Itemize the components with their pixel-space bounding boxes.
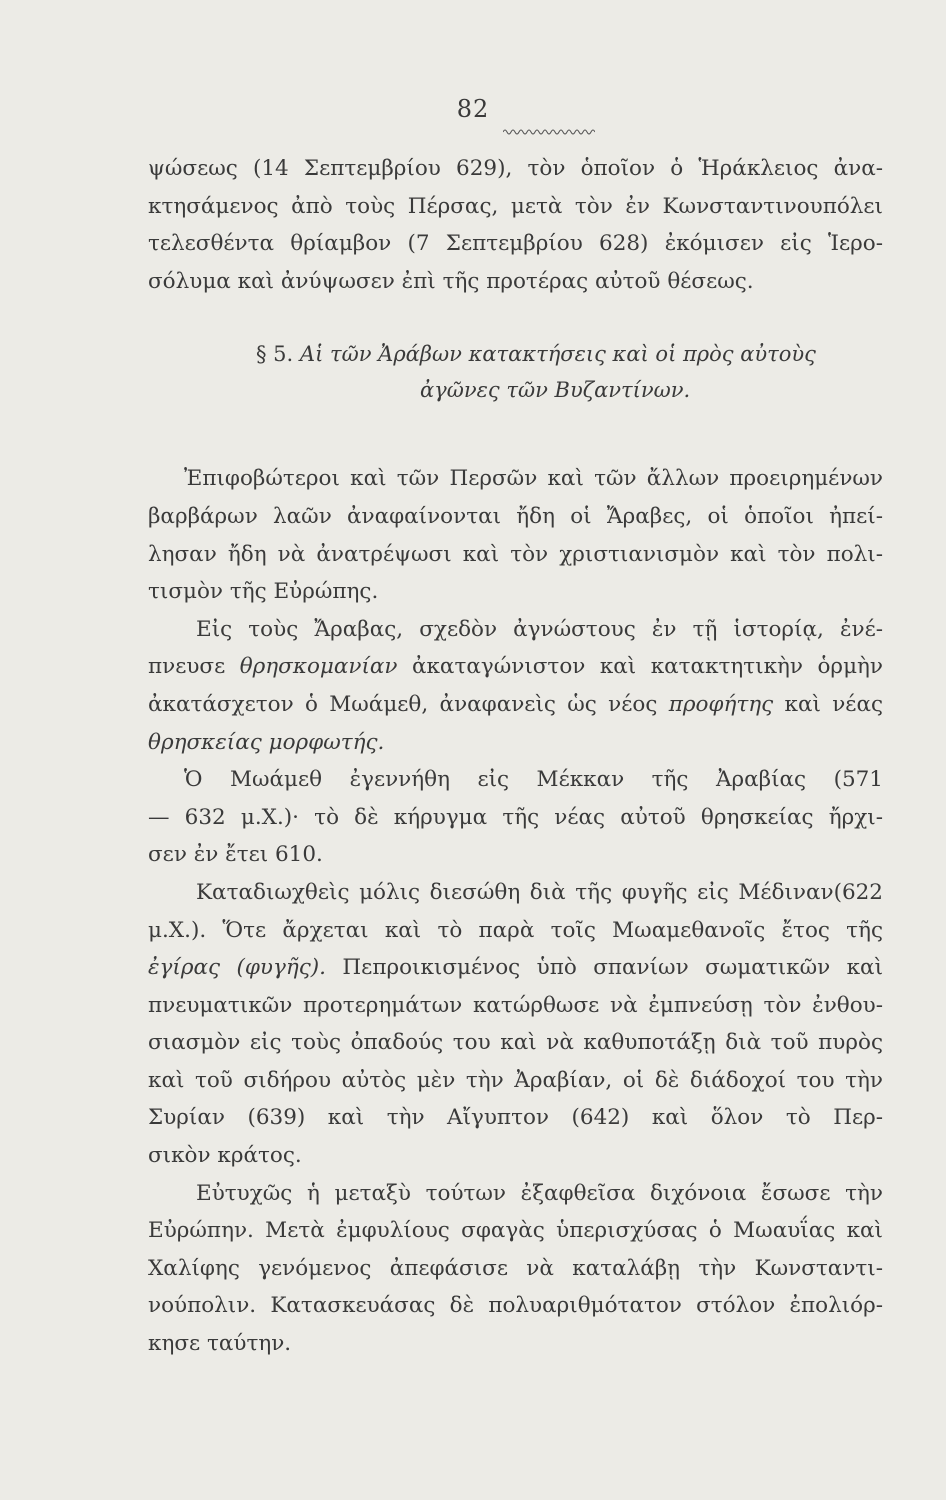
text-line: κτησάμενος ἀπὸ τοὺς Πέρσας, μετὰ τὸν ἐν Κωνσταντινουπόλει: [148, 193, 883, 219]
text-line: Καταδιωχθεὶς μόλις διεσώθη διὰ τῆς φυγῆς εἰς Μέδιναν(622: [196, 879, 883, 905]
ornamental-rule: [503, 128, 595, 136]
text-span: Πεπροικισμένος ὑπὸ σπανίων σωματικῶν καὶ: [325, 955, 884, 981]
text-line: [148, 686, 883, 724]
text-span: πνευσε: [148, 654, 240, 680]
text-span: ἀκαταγώνιστον καὶ κατακτητικὴν ὁρμὴν: [397, 654, 883, 680]
text-line: τισμὸν τῆς Εὐρώπης.: [148, 579, 379, 605]
paragraph: [148, 761, 883, 874]
text-line: ψώσεως (14 Σεπτεμβρίου 629), τὸν ὁποῖον ὁ Ἡράκλειος ἀνα-: [148, 156, 883, 181]
text-line: μ.Χ.). Ὅτε ἄρχεται καὶ τὸ παρὰ τοῖς Μωαμεθανοῖς ἔτος τῆς: [148, 917, 883, 943]
text-line: Εἰς τοὺς Ἄραβας, σχεδὸν ἀγνώστους ἐν τῇ ἱστορίᾳ, ἐνέ-: [196, 616, 883, 642]
page-number: 82: [456, 95, 490, 123]
text-line: [148, 724, 883, 762]
text-line: λησαν ἤδη νὰ ἀνατρέψωσι καὶ τὸν χριστιανισμὸν καὶ τὸν πολι-: [148, 541, 883, 567]
text-line: Χαλίφης γενόμενος ἀπεφάσισε νὰ καταλάβῃ τὴν Κωνσταντι-: [148, 1255, 883, 1281]
italic-term: θρησκείας μορφωτής.: [148, 729, 385, 755]
text-line: νούπολιν. Κατασκευάσας δὲ πολυαριθμότατον στόλον ἐπολιόρ-: [148, 1293, 883, 1319]
text-line: τελεσθέντα θρίαμβον (7 Σεπτεμβρίου 628) ἐκόμισεν εἰς Ἱερο-: [148, 231, 883, 257]
paragraph: [148, 460, 883, 610]
section-heading: [148, 300, 883, 460]
paragraph: [148, 611, 883, 761]
text-span: καὶ νέας: [773, 691, 884, 717]
paragraph: [148, 1175, 883, 1363]
text-line: Ἐπιφοβώτεροι καὶ τῶν Περσῶν καὶ τῶν ἄλλων προειρημένων: [184, 466, 883, 492]
text-line: σεν ἐν ἔτει 610.: [148, 842, 323, 868]
section-title-line2: ἀγῶνες τῶν Βυζαντίνων.: [420, 378, 691, 403]
italic-term: ἐγίρας (φυγῆς).: [148, 955, 326, 981]
text-line: σιασμὸν εἰς τοὺς ὀπαδούς του καὶ νὰ καθυποτάξῃ διὰ τοῦ πυρὸς: [148, 1030, 883, 1056]
text-line: καὶ τοῦ σιδήρου αὐτὸς μὲν τὴν Ἀραβίαν, οἱ δὲ διάδοχοί του τὴν: [148, 1067, 883, 1093]
italic-term: θρησκομανίαν: [239, 654, 398, 680]
text-line: Εὐρώπην. Μετὰ ἐμφυλίους σφαγὰς ὑπερισχύσας ὁ Μωαυΐας καὶ: [148, 1218, 883, 1244]
text-line: Εὐτυχῶς ἡ μεταξὺ τούτων ἐξαφθεῖσα διχόνοια ἔσωσε τὴν: [196, 1180, 883, 1206]
text-line: — 632 μ.Χ.)· τὸ δὲ κήρυγμα τῆς νέας αὐτοῦ θρησκείας ἤρχι-: [148, 804, 883, 830]
text-line: Συρίαν (639) καὶ τὴν Αἴγυπτον (642) καὶ ὅλον τὸ Περ-: [148, 1105, 883, 1131]
body-text: [148, 150, 883, 1363]
section-title-line1: Αἱ τῶν Ἀράβων κατακτήσεις καὶ οἱ πρὸς αὐτοὺς: [299, 342, 816, 367]
text-line: πνευματικῶν προτερημάτων κατώρθωσε νὰ ἐμπνεύσῃ τὸν ἐνθου-: [148, 992, 883, 1018]
text-line: Ὁ Μωάμεθ ἐγεννήθη εἰς Μέκκαν τῆς Ἀραβίας (571: [184, 767, 883, 793]
text-span: ἀκατάσχετον ὁ Μωάμεθ, ἀναφανεὶς ὡς νέος: [148, 691, 669, 717]
text-line: σικὸν κράτος.: [148, 1143, 302, 1169]
text-line: [148, 648, 883, 686]
text-line: σόλυμα καὶ ἀνύψωσεν ἐπὶ τῆς προτέρας αὐτοῦ θέσεως.: [148, 268, 754, 294]
italic-term: προφήτης: [668, 691, 774, 717]
text-line: [148, 949, 883, 987]
text-line: βαρβάρων λαῶν ἀναφαίνονται ἤδη οἱ Ἄραβες, οἱ ὁποῖοι ἠπεί-: [148, 503, 883, 529]
paragraph: [148, 150, 883, 300]
text-line: κησε ταύτην.: [148, 1331, 292, 1357]
section-heading-line: [256, 336, 816, 374]
section-number: § 5.: [256, 342, 294, 367]
paragraph: [148, 874, 883, 1175]
